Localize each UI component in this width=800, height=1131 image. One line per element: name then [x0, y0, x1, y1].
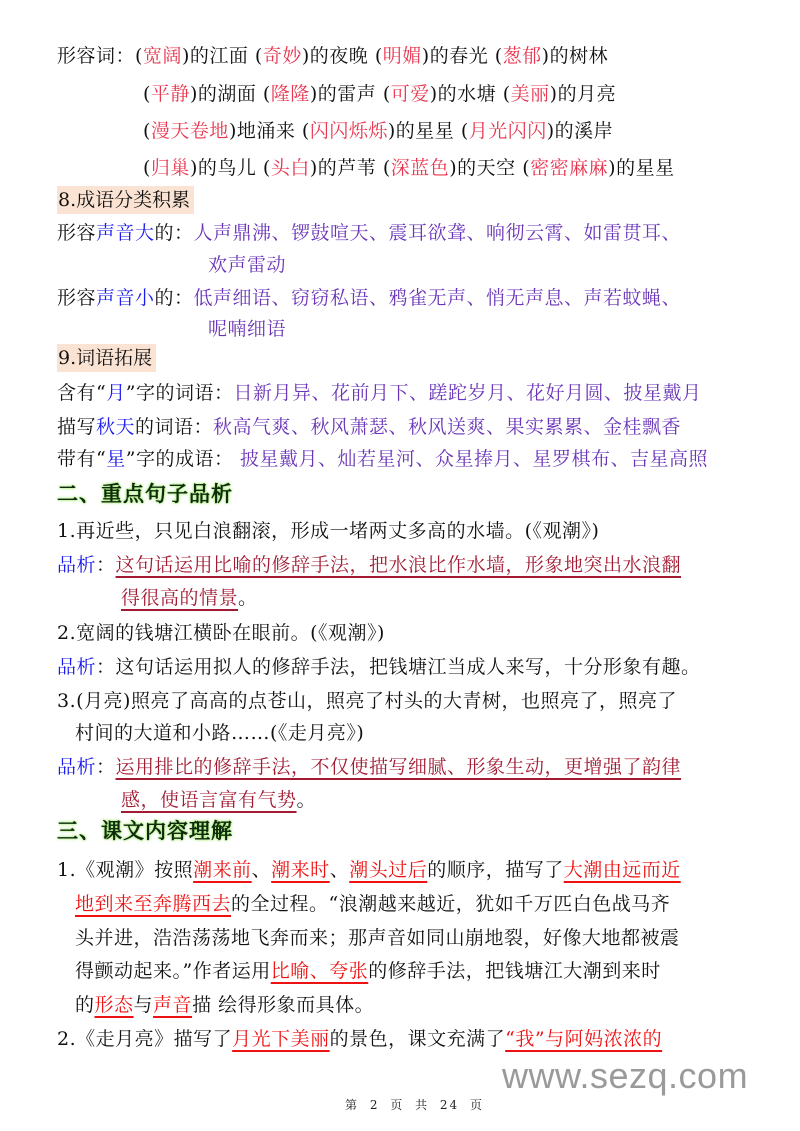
analysis-label: 品析 — [57, 656, 97, 678]
noun-phrase: 的溪岸 — [554, 120, 614, 142]
idiom-quiet-row — [57, 285, 681, 311]
keyword: 秋天 — [96, 416, 136, 438]
idiom-loud-row — [57, 220, 681, 246]
adjective-word: 宽阔 — [142, 45, 182, 67]
keyword: 星 — [106, 448, 126, 470]
adjective-word: 平静 — [150, 83, 190, 105]
noun-phrase: 的雷声 — [317, 83, 377, 105]
analysis-text: 这句话运用拟人的修辞手法，把钱塘江当成人来写，十分形象有趣。 — [115, 656, 701, 678]
analysis-3 — [57, 754, 681, 780]
content-item-1-line-2 — [75, 891, 670, 917]
label-text: 的： — [154, 287, 194, 309]
label-text: 的： — [154, 222, 194, 244]
key-phrase: 大潮由远而近 — [563, 859, 681, 881]
adjective-label: 形容词： — [57, 45, 136, 67]
key-phrase: 比喻、夸张 — [270, 960, 369, 982]
text: 描 绘得形象而具体。 — [192, 994, 375, 1016]
subheading-word-expansion: 9.词语拓展 — [57, 344, 156, 372]
text: 、 — [251, 859, 272, 881]
sentence-3: 3.(月亮)照亮了高高的点苍山，照亮了村头的大青树，也照亮了，照亮了 — [57, 690, 677, 712]
key-phrase: 形态 — [94, 994, 134, 1016]
noun-phrase: 的星星 — [395, 120, 455, 142]
text: 的 — [75, 994, 95, 1016]
sentence-3-cont: 村间的大道和小路……(《走月亮》) — [75, 722, 365, 744]
analysis-text: 感，使语言富有气势 — [121, 789, 297, 811]
watermark: www.sezq.com — [502, 1055, 749, 1096]
adjective-row-2: (平静)的湖面 (隆隆)的雷声 (可爱)的水塘 (美丽)的月亮 — [143, 83, 617, 105]
punctuation: 。 — [296, 789, 317, 811]
idiom-list: 披星戴月、灿若星河、众星捧月、星罗棋布、吉星高照 — [233, 448, 708, 470]
analysis-3-cont — [121, 787, 316, 813]
noun-phrase: 的芦苇 — [317, 157, 377, 179]
adjective-word: 头白 — [270, 157, 310, 179]
analysis-text: 运用排比的修辞手法，不仅使描写细腻、形象生动，更增强了韵律 — [115, 756, 682, 778]
moon-words-row — [57, 380, 701, 406]
text: 的全过程。“浪潮越来越近，犹如千万匹白色战马齐 — [231, 893, 671, 915]
key-phrase: 月光下美丽 — [232, 1028, 330, 1050]
analysis-text: 得很高的情景 — [121, 587, 239, 609]
adjective-word: 深蓝色 — [390, 157, 450, 179]
analysis-label: 品析 — [57, 756, 97, 778]
content-item-1-line-5 — [75, 992, 374, 1018]
label-text: ”字的成语： — [125, 448, 234, 470]
adjective-word: 葱郁 — [502, 45, 542, 67]
label-text: 的词语： — [135, 416, 214, 438]
sentence-2: 2.宽阔的钱塘江横卧在眼前。(《观潮》) — [57, 622, 385, 644]
text: 1.《观潮》按照 — [57, 859, 194, 881]
key-phrase: 声音 — [153, 994, 193, 1016]
punctuation: 。 — [238, 587, 258, 609]
content-item-1-line-1 — [57, 857, 681, 883]
page-number: 第 2 页 共 24 页 — [345, 1098, 484, 1112]
noun-phrase: 的湖面 — [197, 83, 257, 105]
noun-phrase: 的月亮 — [557, 83, 617, 105]
key-phrase: “我”与阿妈浓浓的 — [505, 1028, 663, 1050]
noun-phrase: 的夜晚 — [309, 45, 369, 67]
text: 、 — [329, 859, 350, 881]
text: 得颤动起来。”作者运用 — [75, 960, 271, 982]
adjective-row-4: (归巢)的鸟儿 (头白)的芦苇 (深蓝色)的天空 (密密麻麻)的星星 — [143, 157, 675, 179]
idiom-list: 人声鼎沸、锣鼓喧天、震耳欲聋、响彻云霄、如雷贯耳、 — [193, 222, 682, 244]
text: 与 — [133, 994, 154, 1016]
section-heading-key-sentences: 二、重点句子品析 — [57, 481, 233, 506]
analysis-text: 这句话运用比喻的修辞手法，把水浪比作水墙，形象地突出水浪翻 — [115, 554, 682, 576]
adjective-word: 可爱 — [390, 83, 430, 105]
analysis-2 — [57, 654, 701, 680]
text: 的景色，课文充满了 — [329, 1028, 506, 1050]
adjective-word: 闪闪烁烁 — [309, 120, 388, 142]
adjective-word: 美丽 — [510, 83, 550, 105]
noun-phrase: 地涌来 — [236, 120, 296, 142]
idiom-quiet-row-2 — [208, 316, 286, 342]
content-item-1-line-3: 头并进，浩浩荡荡地飞奔而来；那声音如同山崩地裂，好像大地都被震 — [75, 927, 680, 949]
adjective-word: 漫天卷地 — [150, 120, 229, 142]
key-phrase: 潮头过后 — [349, 859, 428, 881]
key-phrase: 地到来至奔腾西去 — [75, 893, 232, 915]
section-heading-content-understanding: 三、课文内容理解 — [57, 818, 233, 843]
noun-phrase: 的江面 — [189, 45, 249, 67]
autumn-words-row — [57, 414, 681, 440]
label-text: 含有“ — [57, 382, 107, 404]
label-text: 描写 — [57, 416, 97, 438]
idiom-list: 低声细语、窃窃私语、鸦雀无声、悄无声息、声若蚊蝇、 — [193, 287, 682, 309]
content-item-2-line-1 — [57, 1026, 662, 1052]
content-item-1-line-4 — [75, 958, 661, 984]
label-text: ”字的词语： — [125, 382, 234, 404]
analysis-1 — [57, 552, 681, 578]
colon: ： — [96, 554, 116, 576]
adjective-row-1: 形容词：(宽阔)的江面 (奇妙)的夜晚 (明媚)的春光 (葱郁)的树林 — [57, 45, 609, 67]
keyword: 声音大 — [96, 222, 155, 244]
adjective-word: 明媚 — [382, 45, 422, 67]
label-text: 形容 — [57, 287, 97, 309]
idiom-list: 呢喃细语 — [208, 318, 287, 340]
keyword: 月 — [106, 382, 126, 404]
text: 的修辞手法，把钱塘江大潮到来时 — [368, 960, 661, 982]
colon: ： — [96, 656, 116, 678]
subheading-idiom-categories: 8.成语分类积累 — [57, 186, 194, 214]
idiom-list: 秋高气爽、秋风萧瑟、秋风送爽、果实累累、金桂飘香 — [213, 416, 682, 438]
adjective-word: 奇妙 — [262, 45, 302, 67]
noun-phrase: 的春光 — [429, 45, 489, 67]
text: 2.《走月亮》描写了 — [57, 1028, 233, 1050]
sentence-1: 1.再近些，只见白浪翻滚，形成一堵两丈多高的水墙。(《观潮》) — [57, 520, 600, 542]
key-phrase: 潮来前 — [193, 859, 252, 881]
analysis-label: 品析 — [57, 554, 97, 576]
adjective-word: 归巢 — [150, 157, 190, 179]
adjective-word: 密密麻麻 — [530, 157, 609, 179]
adjective-word: 隆隆 — [270, 83, 310, 105]
label-text: 形容 — [57, 222, 97, 244]
analysis-1-cont — [121, 585, 258, 611]
adjective-word: 月光闪闪 — [468, 120, 547, 142]
label-text: 带有“ — [57, 448, 107, 470]
colon: ： — [96, 756, 116, 778]
noun-phrase: 的树林 — [549, 45, 609, 67]
key-phrase: 潮来时 — [271, 859, 330, 881]
star-words-row — [57, 446, 708, 472]
idiom-list: 欢声雷动 — [208, 254, 287, 276]
noun-phrase: 的星星 — [616, 157, 675, 179]
idiom-list: 日新月异、花前月下、蹉跎岁月、花好月圆、披星戴月 — [233, 382, 702, 404]
text: 的顺序，描写了 — [427, 859, 564, 881]
idiom-loud-row-2 — [208, 252, 286, 278]
noun-phrase: 的鸟儿 — [197, 157, 257, 179]
noun-phrase: 的天空 — [457, 157, 516, 179]
noun-phrase: 的水塘 — [437, 83, 497, 105]
keyword: 声音小 — [96, 287, 155, 309]
adjective-row-3: (漫天卷地)地涌来 (闪闪烁烁)的星星 (月光闪闪)的溪岸 — [143, 120, 614, 142]
